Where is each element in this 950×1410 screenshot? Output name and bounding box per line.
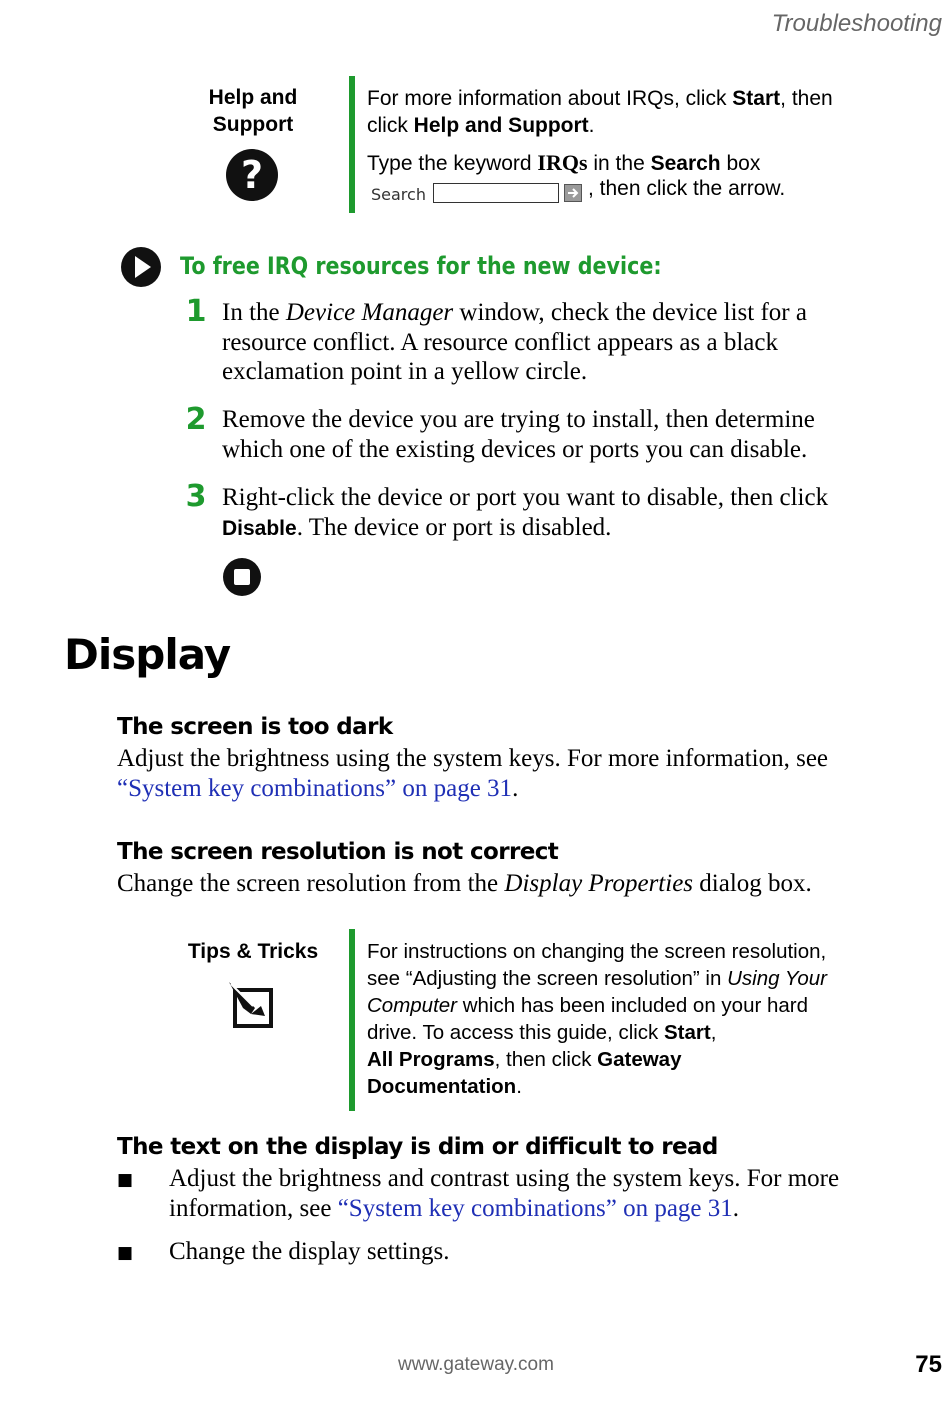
search-box-label: Search bbox=[371, 185, 426, 204]
step-text: In the bbox=[222, 299, 286, 326]
bullet-icon: ■ bbox=[117, 1170, 134, 1190]
body-line: dialog box. bbox=[693, 870, 812, 897]
using-your-computer-ref: Using Your bbox=[727, 967, 828, 990]
search-arrow-icon bbox=[564, 184, 582, 202]
body-line: information, see bbox=[169, 1194, 338, 1222]
tips-line: . bbox=[516, 1075, 522, 1098]
help-text: click bbox=[367, 114, 414, 137]
all-programs-ref: All Programs bbox=[367, 1048, 495, 1071]
step-number: 1 bbox=[185, 294, 207, 329]
help-label-line2: Support bbox=[212, 113, 294, 136]
body-line: Adjust the brightness and contrast using the system keys. For more bbox=[169, 1165, 840, 1192]
step-1-text bbox=[222, 298, 922, 387]
step-text: Remove the device you are trying to install, then determine bbox=[222, 406, 815, 433]
gateway-ref: Gateway bbox=[597, 1048, 682, 1071]
tips-callout-text bbox=[367, 938, 927, 1100]
screen-resolution-text bbox=[117, 869, 942, 899]
step-text: . The device or port is disabled. bbox=[296, 513, 612, 541]
body-line: . bbox=[512, 774, 519, 802]
pencil-note-icon bbox=[225, 978, 281, 1030]
subhead-screen-too-dark: The screen is too dark bbox=[117, 714, 393, 740]
bullet-icon: ■ bbox=[117, 1243, 134, 1263]
section-heading-display: Display bbox=[64, 630, 231, 679]
help-text: , then bbox=[780, 87, 833, 110]
step-text: which one of the existing devices or ports you can disable. bbox=[222, 435, 808, 463]
body-line: Change the display settings. bbox=[169, 1238, 450, 1265]
step-3-text bbox=[222, 483, 937, 543]
step-number: 2 bbox=[185, 402, 207, 437]
footer-url: www.gateway.com bbox=[398, 1354, 554, 1375]
help-callout-bar bbox=[349, 76, 355, 213]
help-text: in the bbox=[587, 152, 651, 175]
subhead-dim-text: The text on the display is dim or difficult to read bbox=[117, 1134, 718, 1160]
computer-ref: Computer bbox=[367, 994, 458, 1017]
running-header: Troubleshooting bbox=[771, 10, 942, 37]
start-ref: Start bbox=[732, 87, 781, 110]
disable-ref: Disable bbox=[222, 516, 297, 540]
help-text: . bbox=[588, 114, 595, 137]
help-label-line1: Help and bbox=[208, 86, 298, 109]
tips-line: , bbox=[710, 1021, 717, 1044]
documentation-ref: Documentation bbox=[367, 1075, 517, 1098]
device-manager-ref: Device Manager bbox=[285, 299, 454, 326]
step-text: Right-click the device or port you want to disable, then click bbox=[222, 484, 829, 511]
tips-line: For instructions on changing the screen resolution, bbox=[367, 940, 827, 963]
procedure-title: To free IRQ resources for the new device: bbox=[180, 252, 662, 280]
body-line: Change the screen resolution from the bbox=[117, 870, 505, 897]
start-ref: Start bbox=[664, 1021, 711, 1044]
page-number: 75 bbox=[915, 1351, 942, 1378]
tips-line: see “Adjusting the screen resolution” in bbox=[367, 967, 728, 990]
play-arrow-icon bbox=[121, 247, 161, 287]
help-text: For more information about IRQs, click bbox=[367, 87, 733, 110]
help-callout-text bbox=[367, 85, 927, 177]
tips-line: which has been included on your hard bbox=[457, 994, 809, 1017]
step-text: exclamation point in a yellow circle. bbox=[222, 358, 588, 385]
tips-line: drive. To access this guide, click bbox=[367, 1021, 664, 1044]
question-mark-icon bbox=[226, 149, 278, 201]
body-line: . bbox=[732, 1194, 740, 1222]
help-callout-label bbox=[192, 84, 314, 138]
search-input-illustration bbox=[433, 183, 559, 203]
bullet-2-text bbox=[169, 1237, 944, 1267]
display-properties-ref: Display Properties bbox=[504, 870, 694, 897]
help-text: Type the keyword bbox=[367, 152, 538, 175]
help-text-line2: , then click the arrow. bbox=[588, 177, 786, 200]
step-number: 3 bbox=[185, 479, 207, 514]
step-text: resource conflict. A resource conflict appears as a black bbox=[222, 328, 778, 356]
subhead-screen-resolution: The screen resolution is not correct bbox=[117, 839, 559, 865]
stop-icon bbox=[223, 558, 263, 596]
step-2-text bbox=[222, 405, 932, 464]
step-text: window, check the device list for a bbox=[453, 299, 807, 326]
keyword-irqs: IRQs bbox=[537, 150, 588, 175]
system-key-combinations-link[interactable]: “System key combinations” on page 31 bbox=[337, 1194, 733, 1222]
help-support-ref: Help and Support bbox=[413, 114, 589, 137]
help-text: box bbox=[720, 152, 761, 175]
tips-callout-label: Tips & Tricks bbox=[187, 940, 319, 963]
bullet-1-text bbox=[169, 1164, 944, 1223]
tips-line: , then click bbox=[494, 1048, 598, 1071]
tips-callout-bar bbox=[349, 929, 355, 1111]
search-ref: Search bbox=[650, 152, 721, 175]
system-key-combinations-link[interactable]: “System key combinations” on page 31 bbox=[117, 774, 513, 802]
svg-text:?: ? bbox=[240, 153, 264, 197]
screen-too-dark-text bbox=[117, 744, 942, 803]
body-line: Adjust the brightness using the system keys. For more information, see bbox=[117, 745, 829, 772]
